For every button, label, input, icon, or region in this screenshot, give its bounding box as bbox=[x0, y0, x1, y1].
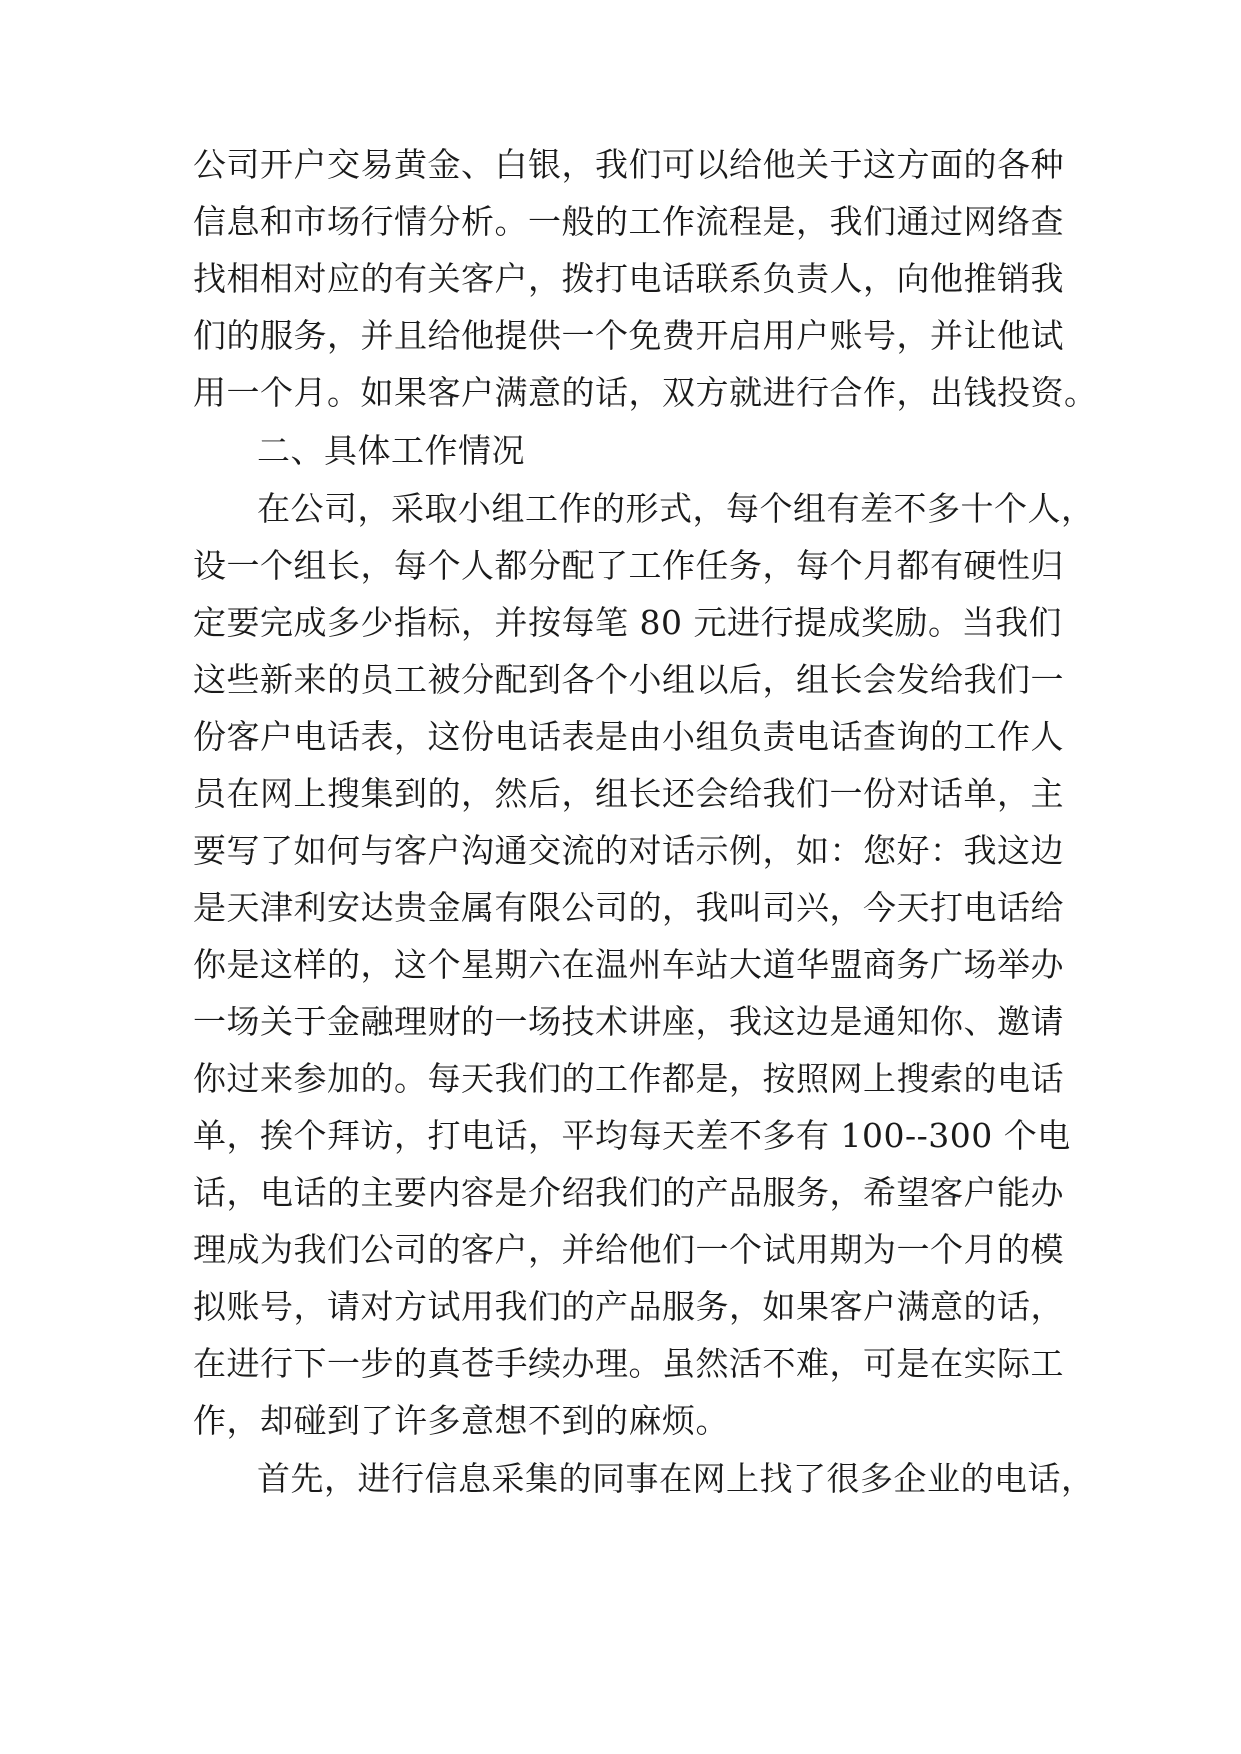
body-line: 话，电话的主要内容是介绍我们的产品服务，希望客户能办 bbox=[193, 1173, 1064, 1212]
body-line: 这些新来的员工被分配到各个小组以后，组长会发给我们一 bbox=[193, 660, 1064, 699]
body-line: 作，却碰到了许多意想不到的麻烦。 bbox=[193, 1401, 729, 1440]
body-line: 公司开户交易黄金、白银，我们可以给他关于这方面的各种 bbox=[193, 145, 1064, 184]
body-line: 们的服务，并且给他提供一个免费开启用户账号，并让他试 bbox=[193, 316, 1064, 355]
section-heading: 二、具体工作情况 bbox=[257, 431, 525, 470]
body-line: 单，挨个拜访，打电话，平均每天差不多有 100--300 个电 bbox=[193, 1116, 1071, 1155]
body-line: 一场关于金融理财的一场技术讲座，我这边是通知你、邀请 bbox=[193, 1002, 1064, 1041]
body-line: 要写了如何与客户沟通交流的对话示例，如：您好：我这边 bbox=[193, 831, 1064, 870]
body-line: 是天津利安达贵金属有限公司的，我叫司兴，今天打电话给 bbox=[193, 888, 1064, 927]
body-line: 设一个组长，每个人都分配了工作任务，每个月都有硬性归 bbox=[193, 546, 1064, 585]
body-line: 信息和市场行情分析。一般的工作流程是，我们通过网络查 bbox=[193, 202, 1064, 241]
body-line: 份客户电话表，这份电话表是由小组负责电话查询的工作人 bbox=[193, 717, 1064, 756]
body-line: 拟账号，请对方试用我们的产品服务，如果客户满意的话， bbox=[193, 1287, 1064, 1326]
body-line: 你是这样的，这个星期六在温州车站大道华盟商务广场举办 bbox=[193, 945, 1064, 984]
body-line: 在进行下一步的真苍手续办理。虽然活不难，可是在实际工 bbox=[193, 1344, 1064, 1383]
body-line: 你过来参加的。每天我们的工作都是，按照网上搜索的电话 bbox=[193, 1059, 1064, 1098]
body-line: 用一个月。如果客户满意的话，双方就进行合作，出钱投资。 bbox=[193, 373, 1098, 412]
paragraph-first-line: 在公司，采取小组工作的形式，每个组有差不多十个人， bbox=[257, 489, 1095, 528]
body-line: 理成为我们公司的客户，并给他们一个试用期为一个月的模 bbox=[193, 1230, 1064, 1269]
paragraph-first-line: 首先，进行信息采集的同事在网上找了很多企业的电话， bbox=[257, 1459, 1095, 1498]
body-line: 员在网上搜集到的，然后，组长还会给我们一份对话单，主 bbox=[193, 774, 1064, 813]
body-line: 定要完成多少指标，并按每笔 80 元进行提成奖励。当我们 bbox=[193, 603, 1062, 642]
body-line: 找相相对应的有关客户，拨打电话联系负责人，向他推销我 bbox=[193, 259, 1064, 298]
